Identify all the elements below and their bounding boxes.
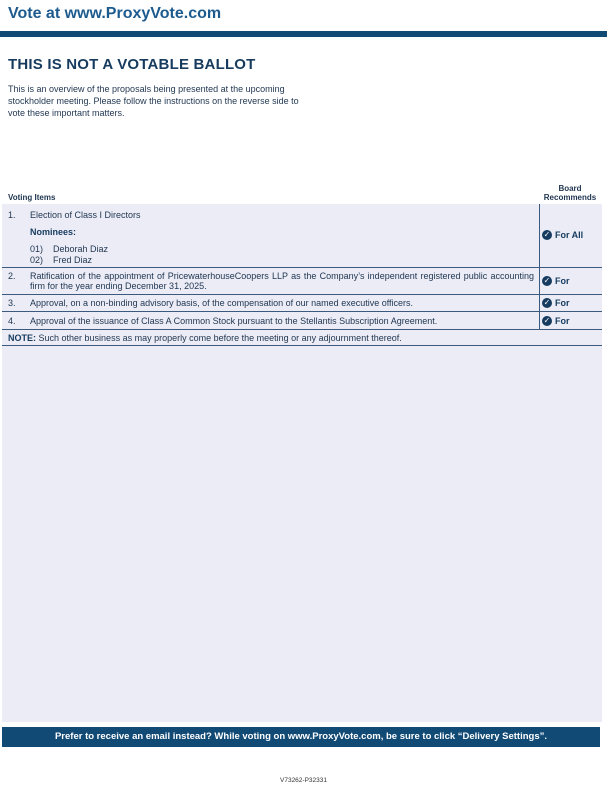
- delivery-settings-banner: Prefer to receive an email instead? While voting on www.ProxyVote.com, be sure to click “Delivery Settings”.: [2, 727, 600, 747]
- item-text: Election of Class I Directors: [30, 210, 141, 220]
- recommendation-label: For: [555, 316, 570, 326]
- recommendation-label: For: [555, 276, 570, 286]
- item-number: 3.: [8, 298, 16, 308]
- recommendation: [542, 276, 570, 286]
- recommendation-label: For: [555, 298, 570, 308]
- nominees-label: Nominees:: [30, 227, 77, 237]
- recommendation: [542, 298, 570, 308]
- nominee-number: 01): [30, 244, 44, 254]
- row-divider: [2, 345, 602, 346]
- checkmark-icon: ✓: [543, 316, 551, 325]
- item-number: 1.: [8, 210, 16, 220]
- checkmark-icon: ✓: [543, 230, 551, 239]
- note: [8, 333, 402, 343]
- item-text: Approval, on a non-binding advisory basis, of the compensation of our named executive officers.: [30, 298, 414, 308]
- row-divider: [2, 329, 602, 330]
- note-label: NOTE:: [8, 333, 36, 343]
- item-text: Approval of the issuance of Class A Common Stock pursuant to the Stellantis Subscription Agreement.: [30, 316, 438, 326]
- document-code: V73262-P32331: [280, 777, 327, 784]
- board-recommends-header: Board Recommends: [543, 184, 597, 202]
- voting-items-header: Voting Items: [8, 193, 56, 202]
- intro-text: This is an overview of the proposals being presented at the upcoming stockholder meeting. Please follow the instructions on the reverse side to vote these important matters.: [8, 84, 299, 118]
- recommendation: [542, 316, 570, 326]
- header-rule: [0, 31, 607, 37]
- nominee-number: 02): [30, 255, 44, 265]
- row-divider: [2, 311, 602, 312]
- nominee-name: Deborah Diaz: [53, 244, 109, 254]
- item-number: 2.: [8, 271, 16, 281]
- checkmark-icon: ✓: [543, 276, 551, 285]
- recommendation-label: For All: [555, 230, 584, 240]
- recommendation: [542, 230, 583, 240]
- checkmark-icon: ✓: [543, 298, 551, 307]
- row-divider: [2, 294, 602, 295]
- item-number: 4.: [8, 316, 16, 326]
- nominee-name: Fred Diaz: [53, 255, 93, 265]
- page-title: THIS IS NOT A VOTABLE BALLOT: [8, 56, 256, 73]
- item-text: Ratification of the appointment of PricewaterhouseCoopers LLP as the Company’s independent registered public accounting firm for the year ending December 31, 2025.: [30, 271, 534, 291]
- row-divider: [2, 267, 602, 268]
- note-text: Such other business as may properly come before the meeting or any adjournment thereof.: [38, 333, 402, 343]
- header-title: Vote at www.ProxyVote.com: [8, 5, 222, 22]
